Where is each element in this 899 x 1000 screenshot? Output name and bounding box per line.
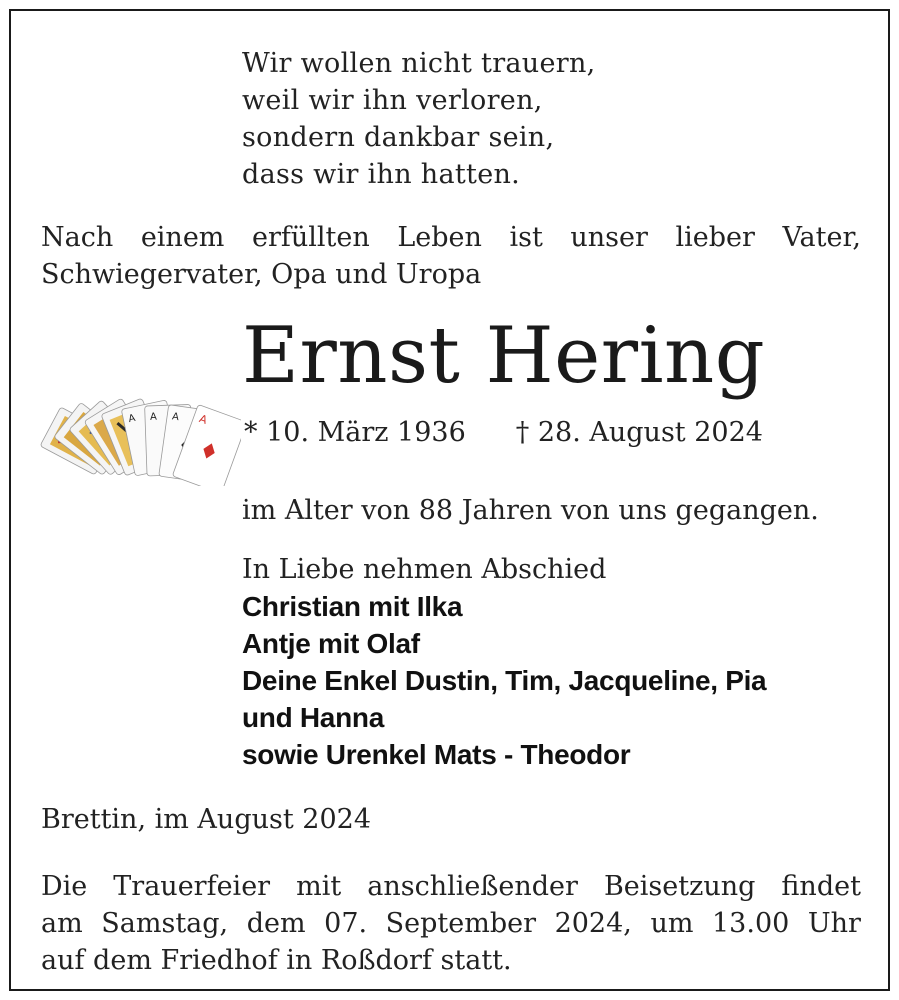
intro-word: einem <box>140 222 225 253</box>
funeral-word: am <box>41 908 83 939</box>
mourner-name: und Hanna <box>242 702 384 733</box>
mourner-name: Deine Enkel Dustin, Tim, Jacqueline, Pia <box>242 665 767 696</box>
mourner-name: sowie Urenkel Mats - Theodor <box>242 739 631 770</box>
mourners-lead: In Liebe nehmen Abschied <box>242 554 607 585</box>
svg-text:A: A <box>197 412 209 427</box>
funeral-word: Beisetzung <box>603 871 756 902</box>
svg-text:A: A <box>127 412 137 426</box>
deceased-name: Ernst Hering <box>242 311 766 401</box>
intro-word: unser <box>570 222 648 253</box>
place-date: Brettin, im August 2024 <box>41 804 371 835</box>
mourner-name: Antje mit Olaf <box>242 628 420 659</box>
funeral-word: Uhr <box>807 908 861 939</box>
intro-word: lieber <box>675 222 755 253</box>
funeral-line-1 <box>41 868 861 905</box>
funeral-word: 07. <box>324 908 368 939</box>
mourners-block <box>242 551 766 773</box>
poem-line: weil wir ihn verloren, <box>242 85 543 116</box>
funeral-info <box>41 868 861 979</box>
mourner-name: Christian mit Ilka <box>242 591 463 622</box>
poem-line: sondern dankbar sein, <box>242 122 555 153</box>
poem <box>242 45 596 193</box>
intro-word: ist <box>509 222 543 253</box>
funeral-word: Die <box>41 871 88 902</box>
funeral-word: dem <box>246 908 306 939</box>
funeral-word: findet <box>781 871 861 902</box>
funeral-line-3: auf dem Friedhof in Roßdorf statt. <box>41 945 512 976</box>
poem-line: dass wir ihn hatten. <box>242 159 521 190</box>
funeral-word: 13.00 <box>712 908 790 939</box>
svg-text:A: A <box>171 411 180 424</box>
poem-line: Wir wollen nicht trauern, <box>242 48 596 79</box>
obituary-frame <box>9 9 890 991</box>
svg-text:A: A <box>149 411 158 423</box>
intro-word: Nach <box>41 222 114 253</box>
intro-word: erfüllten <box>251 222 370 253</box>
life-dates <box>244 414 763 451</box>
funeral-word: Trauerfeier <box>113 871 271 902</box>
birth-date: * 10. März 1936 <box>244 417 466 448</box>
death-date: † 28. August 2024 <box>515 417 763 448</box>
funeral-word: anschließender <box>367 871 578 902</box>
funeral-word: September <box>385 908 537 939</box>
funeral-word: 2024, <box>554 908 632 939</box>
playing-cards-icon <box>31 346 241 486</box>
intro-line-1 <box>41 219 861 256</box>
intro-word: Vater, <box>782 222 861 253</box>
funeral-word: mit <box>296 871 342 902</box>
funeral-word: um <box>650 908 694 939</box>
age-text: im Alter von 88 Jahren von uns gegangen. <box>242 495 819 526</box>
funeral-word: Samstag, <box>101 908 229 939</box>
intro-text <box>41 219 861 293</box>
funeral-line-2 <box>41 905 861 942</box>
intro-word: Leben <box>397 222 482 253</box>
intro-line-2: Schwiegervater, Opa und Uropa <box>41 259 482 290</box>
